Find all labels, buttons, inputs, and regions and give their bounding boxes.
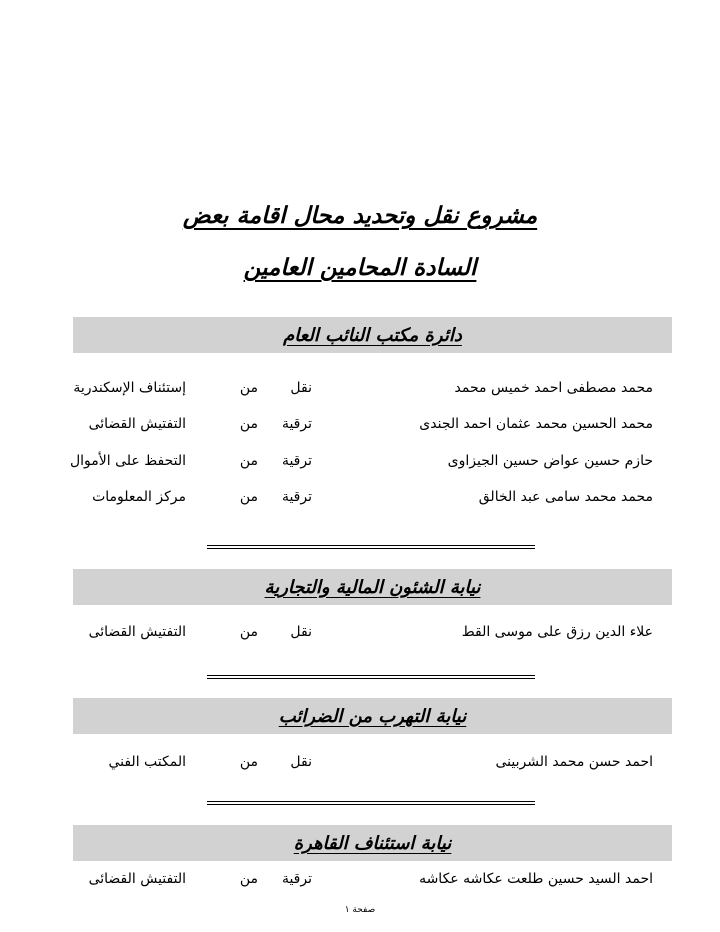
person-name: محمد محمد سامى عبد الخالق xyxy=(478,489,653,505)
action-type: ترقية xyxy=(281,871,312,887)
action-type: ترقية xyxy=(281,489,312,505)
document-title-line-1: مشروع نقل وتحديد محال اقامة بعض xyxy=(182,203,538,229)
destination: المكتب الفني xyxy=(108,754,186,770)
section-heading-text: نيابة التهرب من الضرائب xyxy=(278,705,467,727)
table-row xyxy=(0,414,720,438)
person-name: احمد حسن محمد الشربينى xyxy=(495,754,653,770)
from-word: من xyxy=(239,416,258,432)
table-row xyxy=(0,622,720,646)
from-word: من xyxy=(239,624,258,640)
section-heading-text: نيابة الشئون المالية والتجارية xyxy=(264,576,481,598)
action-type: نقل xyxy=(290,624,312,640)
section-divider xyxy=(207,675,535,679)
page-number: صفحة ١ xyxy=(344,905,376,915)
from-word: من xyxy=(239,754,258,770)
section-heading-text: دائرة مكتب النائب العام xyxy=(283,324,462,346)
destination: التفتيش القضائى xyxy=(88,416,186,432)
section-heading-tax-evasion xyxy=(73,698,672,734)
section-heading-text: نيابة استئناف القاهرة xyxy=(293,832,452,854)
from-word: من xyxy=(239,489,258,505)
section-heading-cairo-appeal xyxy=(73,825,672,861)
section-divider xyxy=(207,801,535,805)
person-name: احمد السيد حسين طلعت عكاشه عكاشه xyxy=(419,871,653,887)
table-row xyxy=(0,869,720,893)
action-type: نقل xyxy=(290,380,312,396)
section-divider xyxy=(207,545,535,549)
action-type: نقل xyxy=(290,754,312,770)
document-title-line-2: السادة المحامين العامين xyxy=(243,255,477,281)
section-heading-financial-commercial xyxy=(73,569,672,605)
person-name: محمد مصطفى احمد خميس محمد xyxy=(454,380,653,396)
destination: التفتيش القضائى xyxy=(88,624,186,640)
person-name: علاء الدين رزق على موسى القط xyxy=(461,624,653,640)
table-row xyxy=(0,378,720,402)
destination: مركز المعلومات xyxy=(92,489,186,505)
from-word: من xyxy=(239,380,258,396)
action-type: ترقية xyxy=(281,416,312,432)
from-word: من xyxy=(239,871,258,887)
from-word: من xyxy=(239,453,258,469)
table-row xyxy=(0,752,720,776)
destination: التفتيش القضائى xyxy=(88,871,186,887)
table-row xyxy=(0,451,720,475)
section-heading-attorney-general-office xyxy=(73,317,672,353)
table-row xyxy=(0,487,720,511)
destination: إستئناف الإسكندرية xyxy=(73,380,186,396)
person-name: حازم حسين عواض حسين الجيزاوى xyxy=(447,453,653,469)
person-name: محمد الحسين محمد عثمان احمد الجندى xyxy=(419,416,653,432)
action-type: ترقية xyxy=(281,453,312,469)
destination: التحفظ على الأموال xyxy=(69,453,186,469)
